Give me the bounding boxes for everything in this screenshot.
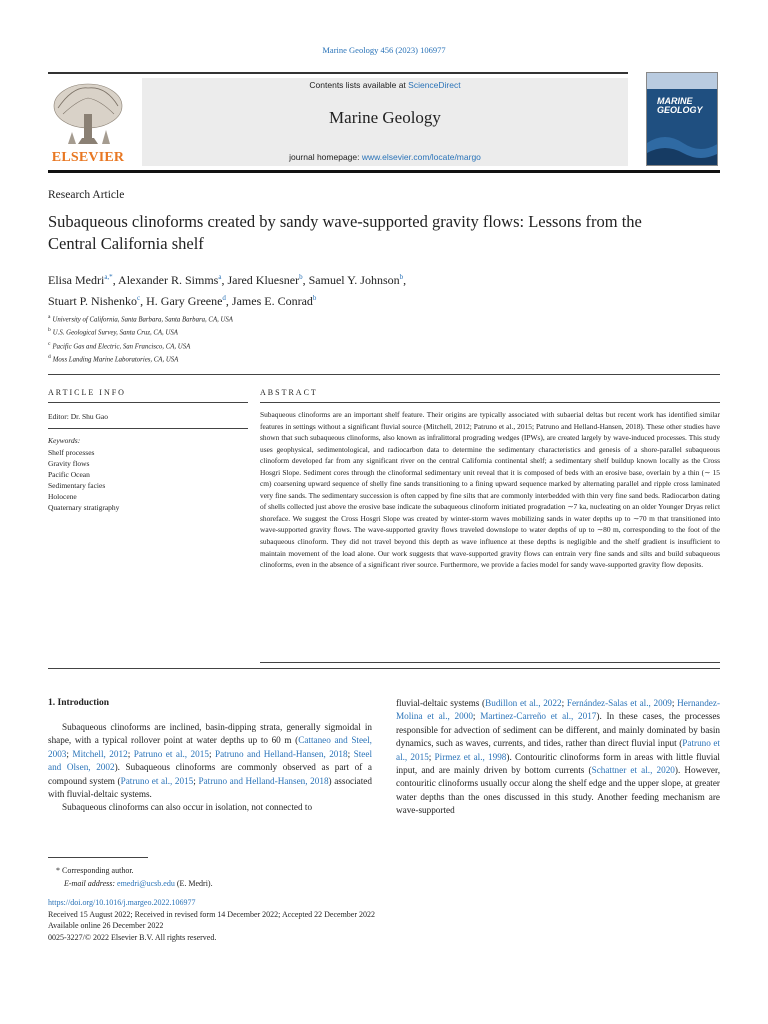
editor-line: Editor: Dr. Shu Gao: [48, 412, 108, 421]
author-name[interactable]: H. Gary Greene: [146, 294, 223, 308]
body-column-right: [396, 697, 720, 818]
affiliation-item: [48, 325, 448, 338]
affiliation-item: [48, 339, 448, 352]
citation-link[interactable]: Patruno and Helland-Hansen, 2018: [198, 775, 329, 786]
homepage-link[interactable]: www.elsevier.com/locate/margo: [361, 152, 481, 162]
header-divider: [48, 170, 720, 173]
front-matter-end-rule: [48, 668, 720, 669]
article-title: Subaqueous clinoforms created by sandy wave-supported gravity flows: Lessons from the Central California shelf: [48, 212, 642, 253]
journal-citation[interactable]: Marine Geology 456 (2023) 106977: [322, 45, 446, 55]
affiliation-text: Pacific Gas and Electric, San Francisco, CA, USA: [52, 342, 191, 350]
affiliation-key: a: [48, 314, 51, 320]
citation-link[interactable]: Patruno et al., 2015: [396, 738, 720, 762]
introduction-heading: 1. Introduction: [48, 698, 110, 708]
citation-link[interactable]: Steel and Olsen, 2002: [48, 748, 372, 773]
affiliation-item: [48, 352, 448, 365]
header-rule: [48, 72, 628, 74]
abstract-text: Subaqueous clinoforms are an important shelf feature. Their origins are typically associated with subaerial deltas but recent work has identified similar features in settings without a significant fluvial source (Mitchell, 2012; Patruno et al., 2015; Patruno and Helland-Hansen, 2018). These other studies have shown that such subaqueous clinoforms, also known as infralittoral prograding wedges (IPWs), are created largely by wave-induced processes. This study uses geophysical, sedimentological, and radiocarbon data to determine the sedimentary characteristics and genesis of a shore-parallel subaqueous clinoform developed far from any significant river on the central California continental shelf; a sedimentary shelf buildup known locally as the Cross Hosgri Slope. Sediment cores through the clinoformal sedimentary unit reveal that it is composed of beds with an erosive base, overlain by a thin (∼ 15 cm) coarsening upward sequence of shelly fine sands transitioning to a fining upward sequence marked by alternating parallel and ripple cross laminated very fine sands. The sedimentary succession is often capped by fine silts that are commonly interbedded with thin very fine sand beds. Radiocarbon dating of shells collected just above the erosive base indicate the subaqueous clinoform initiated progradation ∼7 ka, nucleating on an older Younger Dryas relict shoreface. We suggest the Cross Hosgri Slope was created by winter-storm waves mobilizing sands in water depths up to ∼70 m that transitioned into wave-supported gravity flows. The wave-supported gravity flows traveled downslope to water depths of up to ∼80 m, corresponding to the foot of the subaqueous clinoform. They did not travel beyond this depth as wave influence at these depths is negligible and the shelf gradient is insufficient to maintain movement of the load alone. Our work suggests that wave-supported gravity flows can entrain very fine sands and silts and build subaqueous clinoforms, even in the absence of a significant river source. Furthermore, we provide a facies model for sandy wave-supported gravity flow deposits.: [260, 410, 720, 570]
journal-title: Marine Geology: [329, 108, 441, 127]
author-list: [48, 268, 708, 310]
affiliation-key: b: [48, 327, 51, 334]
text-run: ). However, contouritic clinoforms usually occur along the shelf edge and the upper slope, at greater water depths than the ones discussed in this study. Another feeding mechanism are wave-supported: [396, 765, 720, 816]
author-affil-marker[interactable]: b: [399, 273, 404, 281]
footnote-rule: [48, 857, 148, 858]
text-run: fluvial-deltaic systems (: [396, 698, 486, 708]
keyword-item: Gravity flows: [48, 459, 90, 468]
intro-paragraph-2-continued: fluvial-deltaic systems (Budillon et al., 2022; Fernández-Salas et al., 2009; Hernandez-Molina et al., 2000; Martinez-Carreño et al., 2017). In these cases, the processes responsible for advection of sediment can be different, and mainly dominated by basin dynamics, such as waves, currents, and tides, rather than direct fluvial input (Patruno et al., 2015; Pirmez et al., 1998). Contouritic clinoforms form in areas with little fluvial input, and are mainly driven by bottom currents (Schattner et al., 2020). However, contouritic clinoforms usually occur along the shelf edge and the upper slope, at greater water depths than the ones discussed in this study. Another feeding mechanism are wave-supported: [396, 698, 721, 816]
cover-title: MARINE GEOLOGY: [657, 96, 703, 115]
journal-homepage: [142, 152, 628, 162]
citation-link[interactable]: Patruno et al., 2015: [120, 775, 194, 786]
email-suffix: (E. Medri).: [174, 879, 213, 888]
keyword-item: Shelf processes: [48, 448, 95, 457]
author-affil-marker[interactable]: b: [312, 294, 317, 302]
affiliation-text: University of California, Santa Barbara, Santa Barbara, CA, USA: [52, 316, 233, 324]
keyword-item: Sedimentary facies: [48, 481, 106, 490]
section-divider: [48, 374, 720, 375]
email-note: [56, 877, 213, 890]
article-info-heading: ARTICLE INFO: [48, 388, 126, 397]
cover-wave-graphic: [647, 123, 718, 166]
affiliation-key: c: [48, 340, 51, 347]
online-date: Available online 26 December 2022: [48, 921, 164, 930]
citation-link[interactable]: Schattner et al., 2020: [591, 765, 675, 776]
intro-paragraph-2: Subaqueous clinoforms can also occur in isolation, not connected to: [62, 802, 313, 813]
publication-info: [48, 897, 375, 943]
citation-link[interactable]: Pirmez et al., 1998: [434, 751, 507, 762]
keyword-list: [48, 447, 119, 513]
author-affil-marker[interactable]: a,*: [104, 273, 113, 281]
affiliation-text: Moss Landing Marine Laboratories, CA, USA: [52, 356, 179, 364]
author-name[interactable]: Samuel Y. Johnson: [308, 273, 400, 287]
body-column-left: [48, 721, 372, 815]
elsevier-wordmark: ELSEVIER: [51, 150, 125, 165]
affiliations: [48, 312, 448, 365]
authors-line-1: Elisa Medri$^{a,*}$, Alexander R. Simms$^a$, Jared Kluesner$^b$, Samuel Y. Johnson$^b$,: [48, 273, 407, 287]
citation-link[interactable]: Mitchell, 2012: [72, 748, 128, 759]
abstract-end-rule: [260, 662, 720, 663]
intro-paragraph-1: Subaqueous clinoforms are inclined, basin-dipping strata, generally sigmoidal in shape, with a typical rollover point at water depths up to 60 m (Cattaneo and Steel, 2003; Mitchell, 2012; Patruno et al., 2015; Patruno and Helland-Hansen, 2018; Steel and Olsen, 2002). Subaqueous clinoforms are commonly observed as part of a compound system (Patruno et al., 2015; Patruno and Helland-Hansen, 2018) associated with fluvial-deltaic systems.: [48, 722, 372, 800]
citation-link[interactable]: Fernández-Salas et al., 2009: [566, 698, 672, 708]
keyword-item: Pacific Ocean: [48, 470, 90, 479]
author-name[interactable]: James E. Conrad: [231, 294, 313, 308]
author-name[interactable]: Elisa Medri: [48, 273, 105, 287]
affiliation-key: d: [48, 353, 51, 360]
sciencedirect-link[interactable]: ScienceDirect: [408, 80, 461, 90]
keywords-label: Keywords:: [48, 436, 81, 445]
citation-link[interactable]: Martinez-Carreño et al., 2017: [480, 711, 597, 722]
editor-rule: [48, 428, 248, 429]
text-run: ). In these cases, the processes responsible for advection of sediment can be different, and mainly dominated by basin dynamics, such as waves, currents, and tides, rather than direct fluvial input (: [396, 711, 720, 749]
article-type: Research Article: [48, 189, 125, 201]
author-affil-marker[interactable]: a: [218, 273, 222, 281]
author-affil-marker[interactable]: d: [222, 294, 226, 302]
author-affil-marker[interactable]: b: [299, 273, 303, 281]
cover-band: [647, 73, 717, 89]
received-dates: Received 15 August 2022; Received in revised form 14 December 2022; Accepted 22 December 2022: [48, 909, 376, 919]
author-name[interactable]: Alexander R. Simms: [118, 273, 219, 287]
author-affil-marker[interactable]: c: [137, 294, 141, 302]
author-name[interactable]: Stuart P. Nishenko: [48, 294, 138, 308]
doi-link[interactable]: https://doi.org/10.1016/j.margeo.2022.106977: [48, 898, 196, 907]
contents-line: [142, 80, 628, 90]
citation-link[interactable]: Budillon et al., 2022: [485, 698, 562, 708]
keyword-item: Holocene: [48, 492, 77, 501]
affiliation-item: [48, 312, 448, 325]
affiliation-text: U.S. Geological Survey, Santa Cruz, CA, USA: [52, 329, 178, 337]
text-run: ). Subaqueous clinoforms are commonly observed as part of a compound system (: [48, 762, 372, 786]
article-info-rule: [48, 402, 248, 403]
citation-link[interactable]: Hernandez-Molina et al., 2000: [396, 698, 721, 722]
email-link[interactable]: emedri@ucsb.edu: [117, 879, 175, 888]
copyright-line: 0025-3227/© 2022 Elsevier B.V. All rights reserved.: [48, 932, 217, 942]
email-label: E-mail address:: [64, 879, 118, 888]
keyword-item: Quaternary stratigraphy: [48, 503, 120, 512]
contents-prefix: Contents lists available at: [309, 80, 409, 90]
authors-line-2: Stuart P. Nishenko$^c$, H. Gary Greene$^d$, James E. Conrad$^b$: [48, 294, 317, 308]
corresponding-author-note: * Corresponding author.: [56, 866, 134, 875]
footnotes: [56, 864, 213, 890]
abstract-heading: ABSTRACT: [260, 388, 318, 397]
text-run: ). Contouritic clinoforms form in areas with little fluvial input, and are mainly driven by bottom currents (: [396, 751, 720, 776]
citation-link[interactable]: Patruno et al., 2015: [133, 748, 209, 759]
homepage-prefix: journal homepage:: [289, 152, 362, 162]
citation-link[interactable]: Cattaneo and Steel, 2003: [48, 735, 372, 759]
text-run: Subaqueous clinoforms are inclined, basin-dipping strata, generally sigmoidal in shape, with a typical rollover point at water depths up to 60 m (: [48, 722, 372, 746]
abstract-rule: [260, 402, 720, 403]
text-run: ) associated with fluvial-deltaic systems.: [48, 775, 372, 800]
citation-link[interactable]: Patruno and Helland-Hansen, 2018: [214, 748, 348, 759]
author-name[interactable]: Jared Kluesner: [227, 273, 300, 287]
journal-cover-thumbnail: [646, 72, 718, 166]
